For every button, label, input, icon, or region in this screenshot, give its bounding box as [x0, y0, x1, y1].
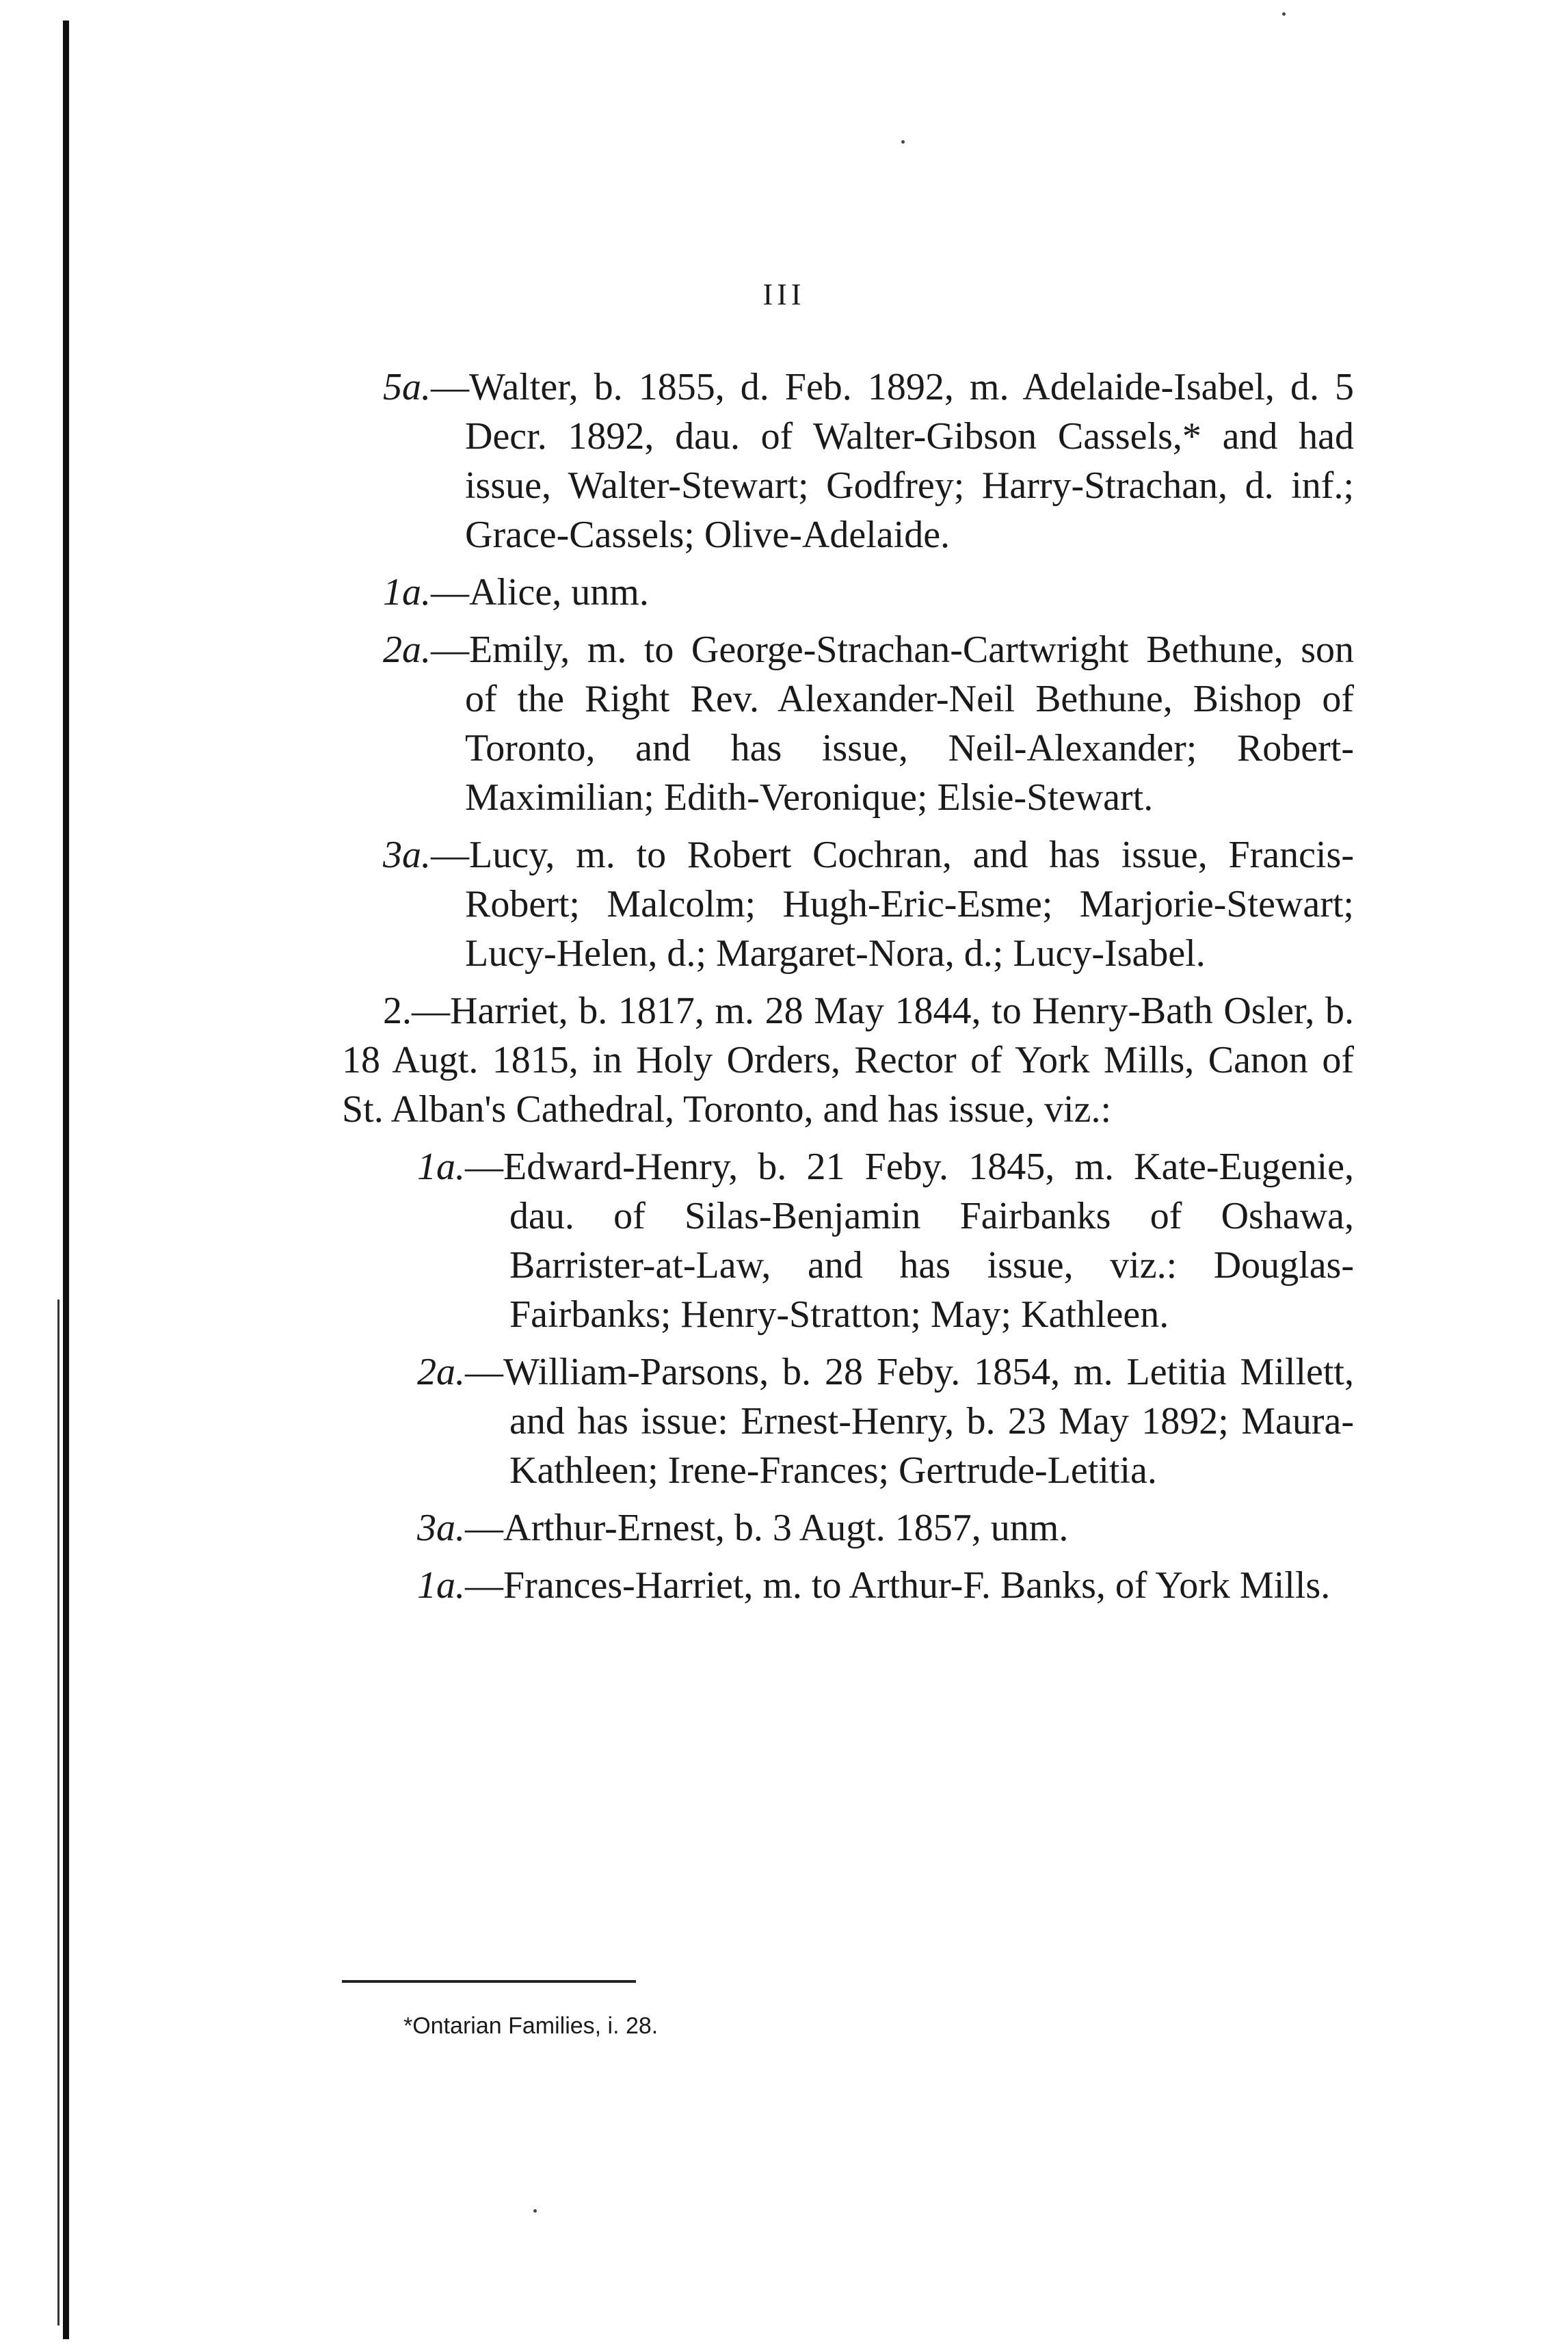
footnote-rule — [342, 1980, 636, 1983]
entry-marker: 5a. — [383, 366, 431, 408]
binding-edge — [63, 21, 69, 2339]
page-number: III — [762, 278, 806, 311]
scan-speck — [533, 2209, 537, 2213]
entry-marker: 1a. — [417, 1564, 465, 1607]
entry-william-parsons — [417, 1347, 1354, 1495]
entry-walter — [383, 363, 1354, 559]
entry-text: —Emily, m. to George-Strachan-Cartwright Bethune, son of the Right Rev. Alexander-Neil Bethune, Bishop of Toronto, and has issue, Neil-Alexander; Robert-Maximilian; Edith-Veronique; Elsie-Stewart. — [431, 629, 1354, 819]
entry-marker: 2a. — [383, 629, 431, 671]
entry-text: —William-Parsons, b. 28 Feby. 1854, m. Letitia Millett, and has issue: Ernest-Henry, b. 23 May 1892; Maura-Kathleen; Irene-Frances; Gertrude-Letitia. — [465, 1351, 1354, 1492]
entry-edward-henry — [417, 1142, 1354, 1339]
entry-text: —Lucy, m. to Robert Cochran, and has issue, Francis-Robert; Malcolm; Hugh-Eric-Esme; Marjorie-Stewart; Lucy-Helen, d.; Margaret-Nora, d.; Lucy-Isabel. — [431, 834, 1354, 975]
entry-arthur-ernest — [417, 1503, 1354, 1553]
entry-marker: 1a. — [417, 1146, 465, 1188]
footnote: *Ontarian Families, i. 28. — [403, 2013, 659, 2039]
text-body — [342, 363, 1354, 1618]
entry-text: —Arthur-Ernest, b. 3 Augt. 1857, unm. — [465, 1507, 1069, 1549]
binding-edge-shadow — [57, 1300, 59, 2325]
scan-speck — [1282, 12, 1286, 16]
entry-text: —Walter, b. 1855, d. Feb. 1892, m. Adelaide-Isabel, d. 5 Decr. 1892, dau. of Walter-Gibson Cassels,* and had issue, Walter-Stewart; Godfrey; Harry-Strachan, d. inf.; Grace-Cassels; Olive-Adelaide. — [431, 366, 1354, 556]
entry-marker: 3a. — [383, 834, 431, 876]
entry-emily — [383, 625, 1354, 822]
entry-marker: 3a. — [417, 1507, 465, 1549]
entry-lucy — [383, 830, 1354, 978]
entry-alice — [383, 568, 1354, 617]
entry-harriet — [342, 986, 1354, 1134]
entry-text: —Edward-Henry, b. 21 Feby. 1845, m. Kate-Eugenie, dau. of Silas-Benjamin Fairbanks of Oshawa, Barrister-at-Law, and has issue, viz.: Douglas-Fairbanks; Henry-Stratton; May; Kathleen. — [465, 1146, 1354, 1336]
entry-frances-harriet — [417, 1561, 1354, 1610]
entry-marker: 2. — [383, 990, 412, 1032]
entry-text: —Harriet, b. 1817, m. 28 May 1844, to Henry-Bath Osler, b. 18 Augt. 1815, in Holy Orders, Rector of York Mills, Canon of St. Alban's Cathedral, Toronto, and has issue, viz.: — [342, 990, 1354, 1131]
scan-speck — [901, 140, 905, 144]
entry-text: —Frances-Harriet, m. to Arthur-F. Banks, of York Mills. — [465, 1564, 1331, 1607]
entry-marker: 2a. — [417, 1351, 465, 1393]
entry-text: —Alice, unm. — [431, 571, 649, 614]
entry-marker: 1a. — [383, 571, 431, 614]
